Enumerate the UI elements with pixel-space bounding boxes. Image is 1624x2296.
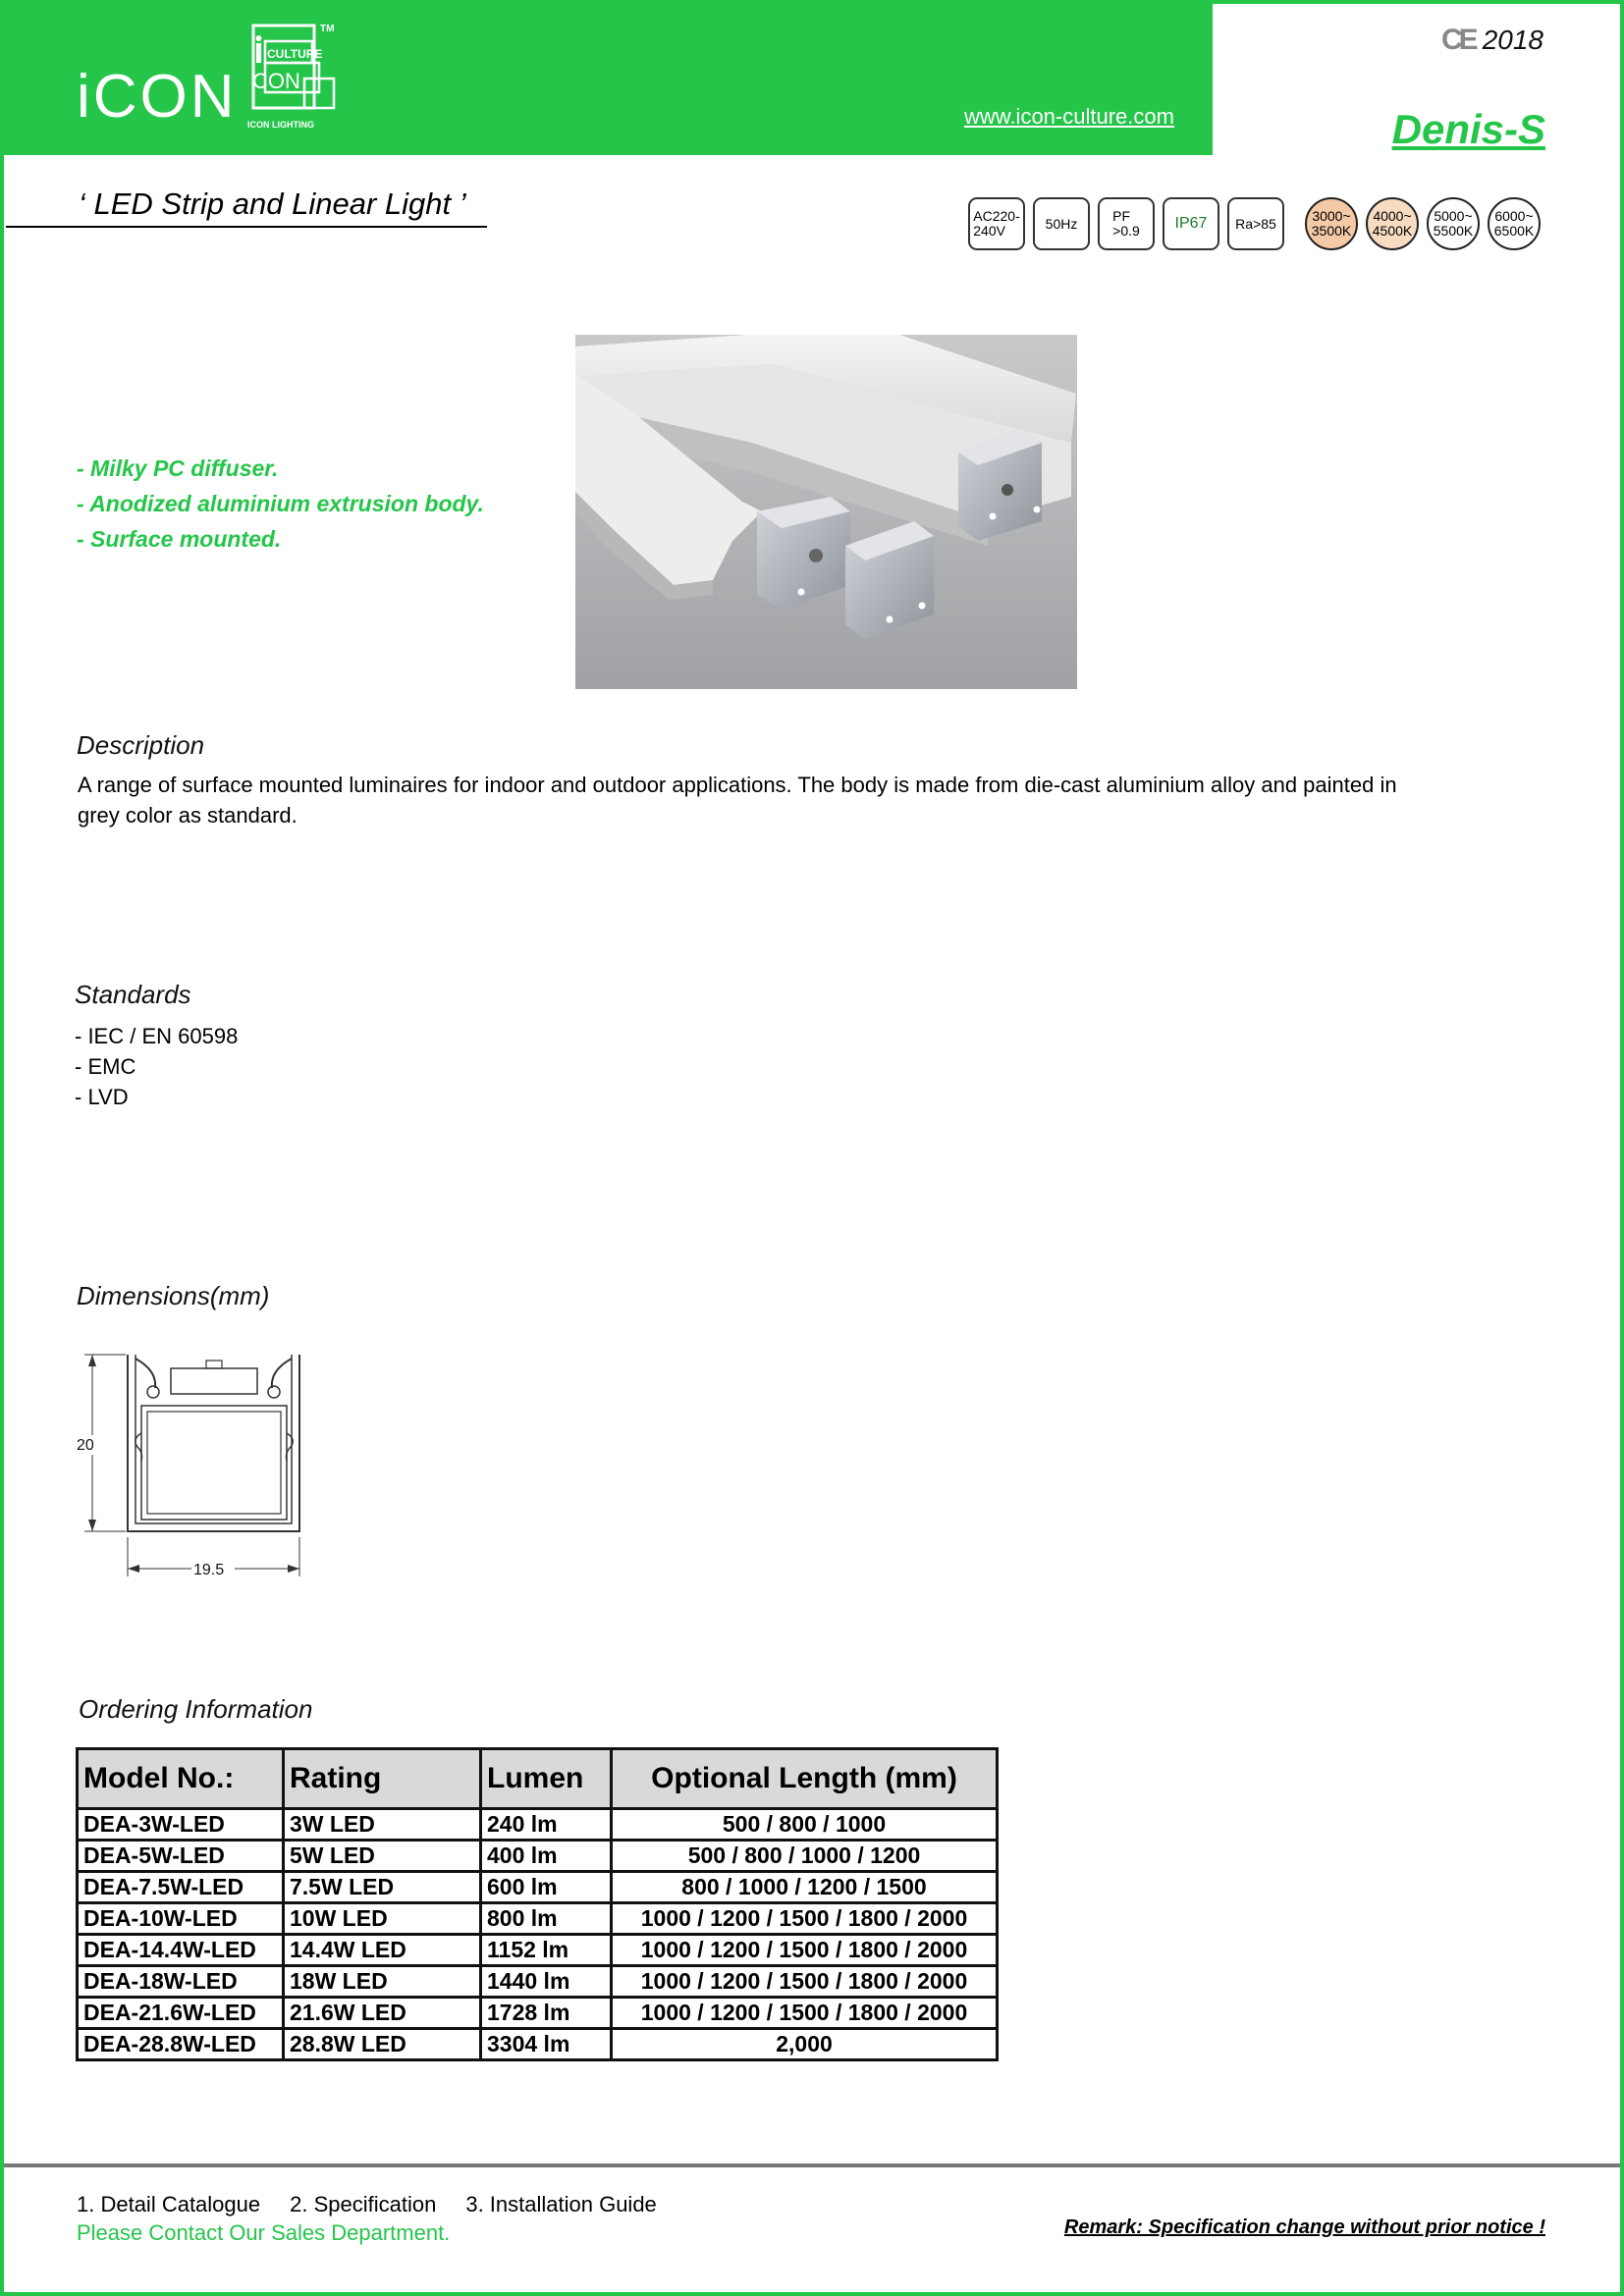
page-subtitle: ‘ LED Strip and Linear Light ’ (6, 187, 487, 228)
feature-item: - Surface mounted. (77, 526, 282, 552)
dimensions-drawing (69, 1345, 314, 1580)
cell-rating: 5W LED (284, 1841, 481, 1872)
cct-badge-5000k: 5000~ 5500K (1427, 197, 1480, 250)
cell-rating: 14.4W LED (284, 1935, 481, 1966)
standard-item: - IEC / EN 60598 (75, 1024, 239, 1048)
description-title: Description (77, 730, 205, 760)
icon-culture-logo (245, 22, 344, 135)
cct-badge-3000k: 3000~ 3500K (1305, 197, 1358, 250)
cct-badges (1305, 197, 1541, 250)
feature-list (77, 455, 484, 561)
cell-model: DEA-18W-LED (78, 1966, 284, 1998)
standards-list (75, 1021, 238, 1112)
standard-item: - LVD (75, 1085, 129, 1109)
spec-badges (968, 197, 1284, 250)
model-name: Denis-S (1391, 106, 1545, 152)
height-label: 20 (77, 1437, 94, 1454)
ordering-table (76, 1747, 999, 2061)
cell-rating: 18W LED (284, 1966, 481, 1998)
cell-lumen: 3304 lm (481, 2029, 612, 2060)
table-header-row (78, 1749, 998, 1809)
trademark-symbol: TM (320, 24, 335, 34)
badge-cri: Ra>85 (1227, 197, 1284, 250)
standards-title: Standards (75, 980, 191, 1009)
ce-year (1441, 24, 1543, 57)
cell-model: DEA-28.8W-LED (78, 2029, 284, 2060)
cell-lumen: 400 lm (481, 1841, 612, 1872)
cell-model: DEA-21.6W-LED (78, 1998, 284, 2029)
header-model: Model No.: (78, 1749, 284, 1809)
badge-ip-rating: IP67 (1163, 197, 1219, 250)
badge-voltage: AC220- 240V (968, 197, 1025, 250)
logo-line-culture: CULTURE (267, 47, 323, 61)
cell-length: 1000 / 1200 / 1500 / 1800 / 2000 (612, 1998, 998, 2029)
year: 2018 (1482, 25, 1543, 55)
header-rating: Rating (284, 1749, 481, 1809)
cell-model: DEA-3W-LED (78, 1809, 284, 1841)
table-row (78, 1966, 998, 1998)
table-row (78, 1809, 998, 1841)
ce-mark-icon: CE (1441, 24, 1475, 56)
cell-length: 800 / 1000 / 1200 / 1500 (612, 1872, 998, 1903)
table-row (78, 1872, 998, 1903)
feature-item: - Milky PC diffuser. (77, 455, 279, 481)
header-band (0, 0, 1213, 155)
table-row (78, 1841, 998, 1872)
feature-item: - Anodized aluminium extrusion body. (77, 491, 484, 516)
cell-length: 500 / 800 / 1000 (612, 1809, 998, 1841)
cell-rating: 21.6W LED (284, 1998, 481, 2029)
remark-note: Remark: Specification change without prior notice ! (1063, 2216, 1545, 2238)
ordering-title: Ordering Information (79, 1694, 313, 1724)
footer-link-detail-catalogue[interactable]: 1. Detail Catalogue (77, 2192, 261, 2216)
cell-rating: 28.8W LED (284, 2029, 481, 2060)
width-label: 19.5 (193, 1562, 225, 1578)
cct-badge-4000k: 4000~ 4500K (1366, 197, 1419, 250)
footer-link-specification[interactable]: 2. Specification (290, 2192, 437, 2216)
cell-lumen: 1152 lm (481, 1935, 612, 1966)
logo-line-con: CON (252, 69, 300, 93)
footer-divider (4, 2163, 1620, 2167)
standard-item: - EMC (75, 1054, 136, 1079)
table-row (78, 1903, 998, 1935)
cell-model: DEA-10W-LED (78, 1903, 284, 1935)
cell-length: 500 / 800 / 1000 / 1200 (612, 1841, 998, 1872)
table-row (78, 1998, 998, 2029)
cell-lumen: 800 lm (481, 1903, 612, 1935)
header-length: Optional Length (mm) (612, 1749, 998, 1809)
cell-lumen: 1728 lm (481, 1998, 612, 2029)
cell-length: 1000 / 1200 / 1500 / 1800 / 2000 (612, 1935, 998, 1966)
cell-rating: 10W LED (284, 1903, 481, 1935)
cell-lumen: 1440 lm (481, 1966, 612, 1998)
contact-note: Please Contact Our Sales Department. (77, 2220, 451, 2245)
cell-length: 2,000 (612, 2029, 998, 2060)
logo-line-icon-lighting: ICON LIGHTING (247, 120, 314, 130)
badge-power-factor: PF >0.9 (1098, 197, 1155, 250)
description-text: A range of surface mounted luminaires for indoor and outdoor applications. The body is made from die-cast aluminium alloy and painted in grey color as standard. (78, 773, 1397, 828)
cell-model: DEA-7.5W-LED (78, 1872, 284, 1903)
dimensions-title: Dimensions(mm) (77, 1281, 270, 1310)
footer-links (77, 2192, 657, 2217)
cell-lumen: 600 lm (481, 1872, 612, 1903)
table-row (78, 2029, 998, 2060)
cct-badge-6000k: 6000~ 6500K (1488, 197, 1541, 250)
cell-rating: 3W LED (284, 1809, 481, 1841)
cell-model: DEA-5W-LED (78, 1841, 284, 1872)
footer-link-installation-guide[interactable]: 3. Installation Guide (465, 2192, 657, 2216)
product-photo (575, 335, 1077, 689)
cell-model: DEA-14.4W-LED (78, 1935, 284, 1966)
table-row (78, 1935, 998, 1966)
badge-frequency: 50Hz (1033, 197, 1090, 250)
cell-length: 1000 / 1200 / 1500 / 1800 / 2000 (612, 1903, 998, 1935)
brand-logo-text: iCON (77, 63, 238, 131)
website-link[interactable]: www.icon-culture.com (964, 104, 1174, 129)
cell-rating: 7.5W LED (284, 1872, 481, 1903)
cell-length: 1000 / 1200 / 1500 / 1800 / 2000 (612, 1966, 998, 1998)
header-lumen: Lumen (481, 1749, 612, 1809)
cell-lumen: 240 lm (481, 1809, 612, 1841)
